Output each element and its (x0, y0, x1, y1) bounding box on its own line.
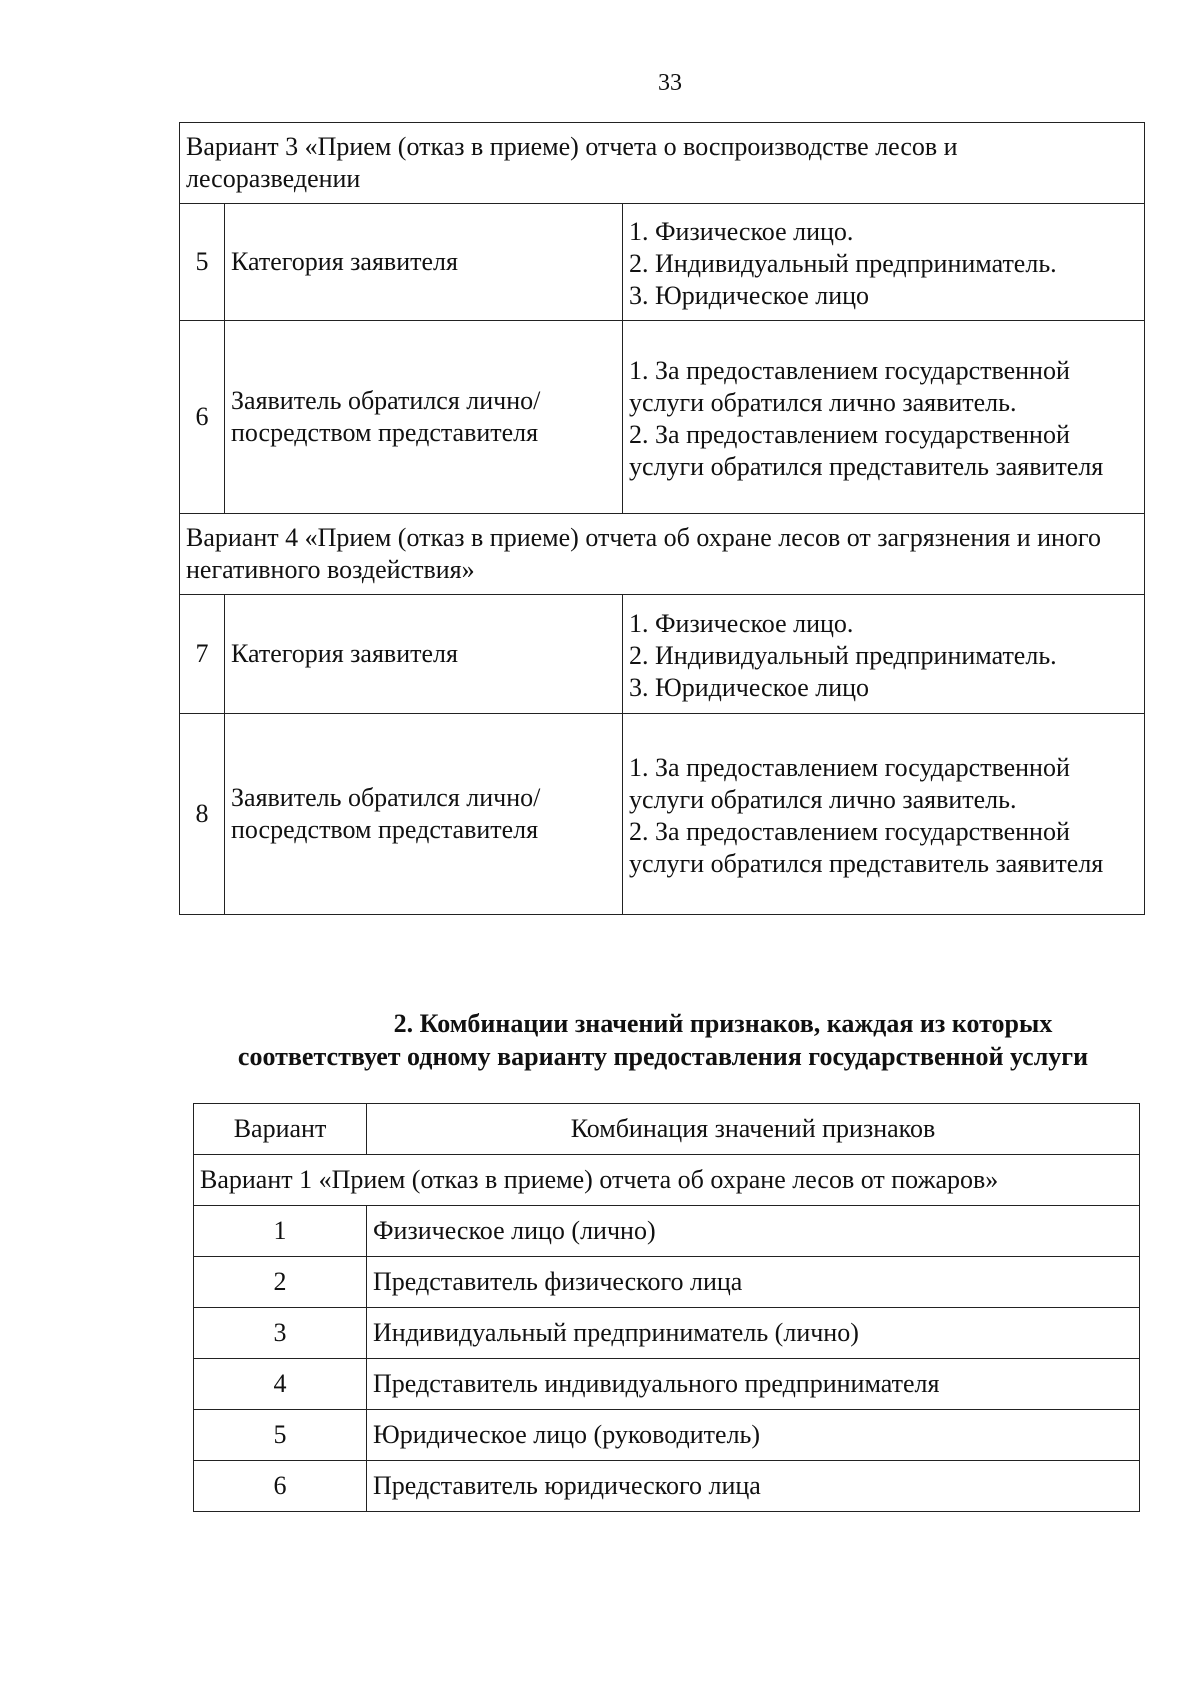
row-number: 3 (194, 1308, 367, 1359)
row-text: Представитель физического лица (367, 1257, 1140, 1308)
value-line: 1. Физическое лицо. (629, 609, 854, 638)
table-row (194, 1308, 1140, 1359)
variant-1-title: Вариант 1 «Прием (отказ в приеме) отчета об охране лесов от пожаров» (194, 1155, 1140, 1206)
table-row (194, 1206, 1140, 1257)
combinations-table (193, 1103, 1140, 1512)
header-combination: Комбинация значений признаков (367, 1104, 1140, 1155)
criteria-table (179, 122, 1145, 915)
variant-header-row (180, 514, 1145, 595)
value-line: 1. За предоставлением государственной услуги обратился лично заявитель. (629, 753, 1070, 814)
table-header-row (194, 1104, 1140, 1155)
criterion-values (623, 595, 1145, 714)
value-line: 2. За предоставлением государственной услуги обратился представитель заявителя (629, 420, 1104, 481)
row-text: Индивидуальный предприниматель (лично) (367, 1308, 1140, 1359)
value-line: 2. За предоставлением государственной услуги обратился представитель заявителя (629, 817, 1104, 878)
section-2-heading (180, 1007, 1146, 1073)
row-text: Юридическое лицо (руководитель) (367, 1410, 1140, 1461)
row-text: Представитель юридического лица (367, 1461, 1140, 1512)
value-line: 3. Юридическое лицо (629, 281, 870, 310)
value-line: 2. Индивидуальный предприниматель. (629, 641, 1057, 670)
value-line: 1. За предоставлением государственной услуги обратился лично заявитель. (629, 356, 1070, 417)
row-number: 2 (194, 1257, 367, 1308)
value-line: 2. Индивидуальный предприниматель. (629, 249, 1057, 278)
page-number: 33 (658, 70, 682, 96)
criterion-values (623, 321, 1145, 514)
criterion-label: Категория заявителя (225, 204, 623, 321)
row-number: 4 (194, 1359, 367, 1410)
table-row (180, 204, 1145, 321)
row-number: 5 (180, 204, 225, 321)
row-number: 8 (180, 714, 225, 915)
value-line: 3. Юридическое лицо (629, 673, 870, 702)
value-line: 1. Физическое лицо. (629, 217, 854, 246)
criterion-label: Категория заявителя (225, 595, 623, 714)
table-row (194, 1461, 1140, 1512)
table-row (194, 1257, 1140, 1308)
variant-header-row (180, 123, 1145, 204)
row-number: 6 (180, 321, 225, 514)
row-text: Физическое лицо (лично) (367, 1206, 1140, 1257)
variant-3-title: Вариант 3 «Прием (отказ в приеме) отчета о воспроизводстве лесов и лесоразведении (180, 123, 1145, 204)
variant-4-title: Вариант 4 «Прием (отказ в приеме) отчета об охране лесов от загрязнения и иного негативного воздействия» (180, 514, 1145, 595)
heading-line-1: 2. Комбинации значений признаков, каждая из которых (393, 1009, 1053, 1038)
table-row (194, 1410, 1140, 1461)
table-row (194, 1359, 1140, 1410)
variant-header-row (194, 1155, 1140, 1206)
table-row (180, 321, 1145, 514)
row-text: Представитель индивидуального предпринимателя (367, 1359, 1140, 1410)
heading-line-2: соответствует одному варианту предоставления государственной услуги (237, 1042, 1089, 1071)
row-number: 7 (180, 595, 225, 714)
criterion-label: Заявитель обратился лично/посредством представителя (225, 321, 623, 514)
row-number: 1 (194, 1206, 367, 1257)
row-number: 5 (194, 1410, 367, 1461)
criterion-label: Заявитель обратился лично/посредством представителя (225, 714, 623, 915)
table-row (180, 714, 1145, 915)
header-variant: Вариант (194, 1104, 367, 1155)
criterion-values (623, 714, 1145, 915)
table-row (180, 595, 1145, 714)
row-number: 6 (194, 1461, 367, 1512)
criterion-values (623, 204, 1145, 321)
